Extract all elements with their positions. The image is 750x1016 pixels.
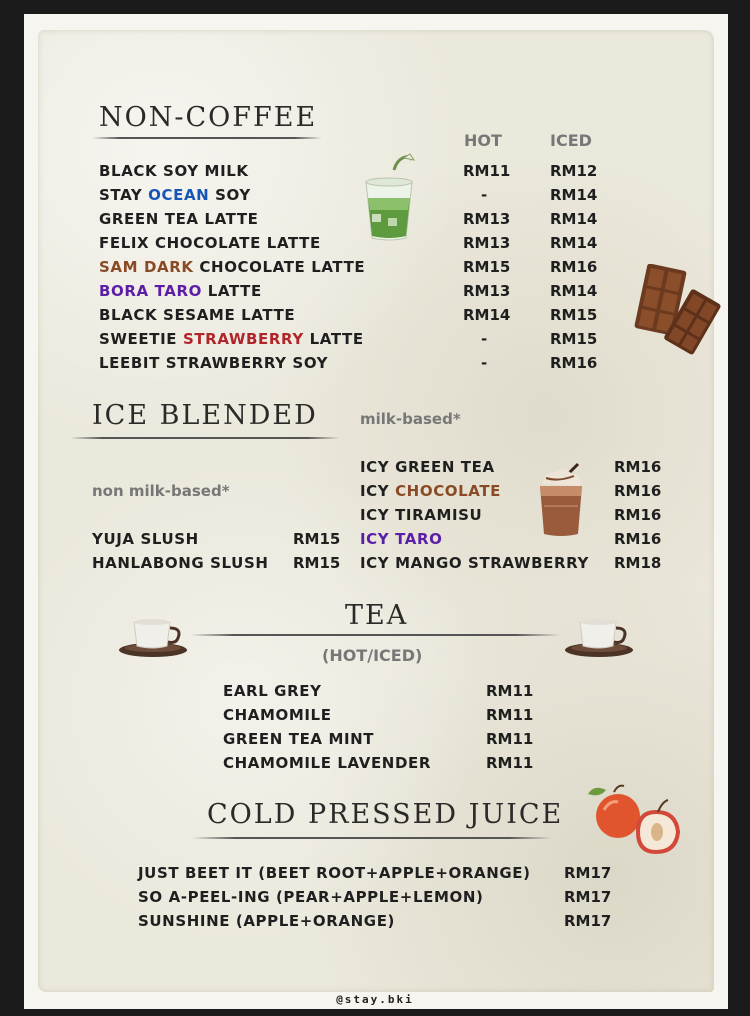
section-title-ice-blended: ICE BLENDED xyxy=(92,400,318,431)
iced-price: RM14 xyxy=(550,234,598,252)
menu-item-name xyxy=(99,306,295,324)
menu-item-name xyxy=(360,530,442,548)
menu-item-name: CHAMOMILE LAVENDER xyxy=(223,754,431,772)
menu-item-name xyxy=(360,482,501,500)
name-fragment: OCEAN xyxy=(148,186,210,204)
tea-cup-icon xyxy=(116,616,190,660)
menu-item-name: HANLABONG SLUSH xyxy=(92,554,269,572)
menu-item-price: RM16 xyxy=(614,458,662,476)
non-milk-based-note: non milk-based* xyxy=(92,482,230,500)
section-title-juice: COLD PRESSED JUICE xyxy=(207,799,564,830)
iced-chocolate-drink-icon xyxy=(534,462,588,538)
iced-price: RM15 xyxy=(550,306,598,324)
name-fragment: ICY MANGO STRAWBERRY xyxy=(360,554,589,572)
section-title-non-coffee: NON-COFFEE xyxy=(99,102,318,133)
hot-price: RM11 xyxy=(463,162,511,180)
name-fragment: BORA TARO xyxy=(99,282,202,300)
hot-price: - xyxy=(481,354,488,372)
menu-item-name xyxy=(99,162,249,180)
menu-item-name: EARL GREY xyxy=(223,682,322,700)
iced-price: RM14 xyxy=(550,186,598,204)
menu-item-name xyxy=(99,210,259,228)
menu-item-name: JUST BEET IT (BEET ROOT+APPLE+ORANGE) xyxy=(138,864,531,882)
name-fragment: STRAWBERRY xyxy=(182,330,304,348)
menu-item-name: SUNSHINE (APPLE+ORANGE) xyxy=(138,912,396,930)
iced-price: RM16 xyxy=(550,258,598,276)
hot-price: RM13 xyxy=(463,234,511,252)
instagram-handle: @stay.bki xyxy=(336,993,414,1006)
column-header-iced: ICED xyxy=(550,131,592,150)
menu-item-price: RM16 xyxy=(614,506,662,524)
name-fragment: SAM DARK xyxy=(99,258,194,276)
menu-item-price: RM11 xyxy=(486,754,534,772)
name-fragment: LATTE xyxy=(201,282,262,300)
menu-item-price: RM15 xyxy=(293,554,341,572)
menu-item-name xyxy=(99,330,364,348)
milk-based-note: milk-based* xyxy=(360,410,461,428)
menu-item-price: RM16 xyxy=(614,530,662,548)
matcha-glass-icon xyxy=(358,152,420,244)
apple-icon xyxy=(584,782,684,856)
iced-price: RM12 xyxy=(550,162,598,180)
menu-item-name xyxy=(360,554,589,572)
name-fragment: CHOCOLATE LATTE xyxy=(193,258,366,276)
hot-price: RM13 xyxy=(463,282,511,300)
name-fragment: BLACK SESAME LATTE xyxy=(99,306,296,324)
menu-item-name xyxy=(360,458,495,476)
menu-item-name xyxy=(99,282,262,300)
divider xyxy=(92,137,322,139)
menu-item-price: RM11 xyxy=(486,706,534,724)
column-header-hot: HOT xyxy=(464,131,502,150)
name-fragment: GREEN TEA LATTE xyxy=(99,210,259,228)
menu-item-price: RM17 xyxy=(564,864,612,882)
divider xyxy=(70,437,340,439)
divider xyxy=(190,634,560,636)
iced-price: RM16 xyxy=(550,354,598,372)
name-fragment: TARO xyxy=(395,530,443,548)
menu-item-name: GREEN TEA MINT xyxy=(223,730,375,748)
menu-item-name: SO A-PEEL-ING (PEAR+APPLE+LEMON) xyxy=(138,888,484,906)
name-fragment: STAY xyxy=(99,186,149,204)
menu-item-name: YUJA SLUSH xyxy=(92,530,199,548)
chocolate-bar-icon xyxy=(630,264,722,362)
menu-item-name xyxy=(99,354,328,372)
name-fragment: LATTE xyxy=(303,330,364,348)
section-title-tea: TEA xyxy=(345,600,409,631)
hot-price: RM13 xyxy=(463,210,511,228)
menu-item-price: RM17 xyxy=(564,888,612,906)
menu-item-price: RM15 xyxy=(293,530,341,548)
menu-item-name xyxy=(99,186,251,204)
divider xyxy=(192,837,552,839)
name-fragment: ICY xyxy=(360,530,396,548)
name-fragment: FELIX CHOCOLATE LATTE xyxy=(99,234,321,252)
name-fragment: ICY xyxy=(360,482,396,500)
menu-item-name xyxy=(360,506,482,524)
menu-item-name xyxy=(99,258,365,276)
tea-cup-icon xyxy=(562,616,636,660)
name-fragment: LEEBIT STRAWBERRY SOY xyxy=(99,354,329,372)
name-fragment: CHOCOLATE xyxy=(395,482,502,500)
hot-price: RM15 xyxy=(463,258,511,276)
menu-item-price: RM18 xyxy=(614,554,662,572)
tea-subtitle: (HOT/ICED) xyxy=(322,646,423,665)
name-fragment: ICY xyxy=(360,458,396,476)
menu-item-price: RM17 xyxy=(564,912,612,930)
name-fragment: SOY xyxy=(209,186,251,204)
iced-price: RM14 xyxy=(550,210,598,228)
menu-item-price: RM11 xyxy=(486,682,534,700)
hot-price: RM14 xyxy=(463,306,511,324)
menu-item-price: RM11 xyxy=(486,730,534,748)
menu-item-name: CHAMOMILE xyxy=(223,706,332,724)
name-fragment: ICY TIRAMISU xyxy=(360,506,483,524)
name-fragment: BLACK SOY MILK xyxy=(99,162,249,180)
name-fragment: SWEETIE xyxy=(99,330,183,348)
hot-price: - xyxy=(481,330,488,348)
iced-price: RM14 xyxy=(550,282,598,300)
name-fragment: GREEN TEA xyxy=(395,458,495,476)
menu-item-price: RM16 xyxy=(614,482,662,500)
iced-price: RM15 xyxy=(550,330,598,348)
menu-item-name xyxy=(99,234,321,252)
hot-price: - xyxy=(481,186,488,204)
